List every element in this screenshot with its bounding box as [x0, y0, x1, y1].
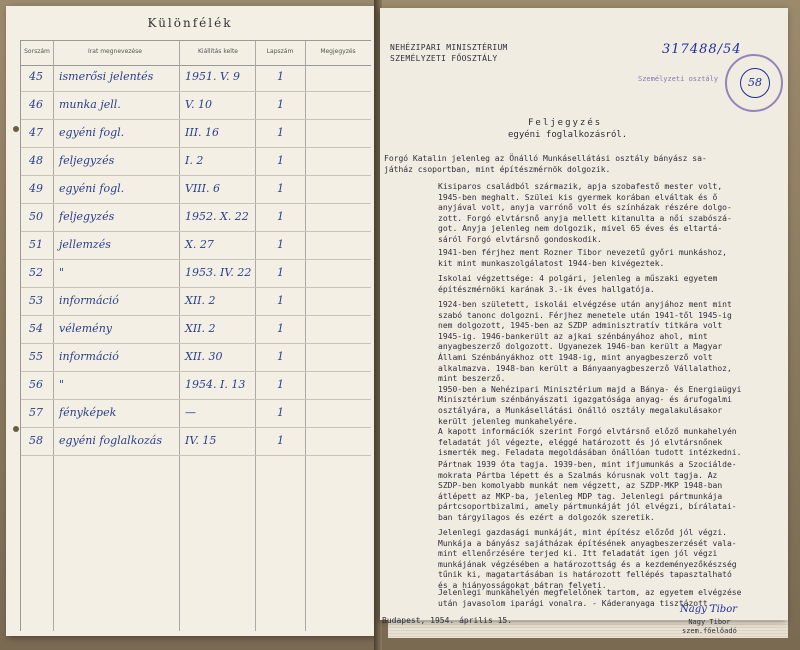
ledger-row	[21, 289, 371, 316]
paragraph-party: Pártnak 1939 óta tagja. 1939-ben, mint ifjumunkás a Szociálde- mokrata Pártba lépett és a Szalmás kórusnak volt tagja. Az SZDP-ben komolyabb munkát nem végzett, az SZDP-MKP 1948-ban átlépett az MKP-ba, jelenleg MDP tag. Jelenlegi pártmunkája pártcsoportbizalmi, amely pártmunkáját jól elvégzi, bírálatai- ban tárgyilagos és ezért a dolgozók szeretik.	[438, 460, 737, 522]
issue-date: 1951. V. 9	[185, 70, 240, 83]
ledger-row	[21, 65, 371, 92]
row-number: 48	[29, 154, 43, 167]
ledger-row	[21, 373, 371, 400]
page-count: 1	[277, 350, 284, 363]
ministry-line: NEHÉZIPARI MINISZTÉRIUM	[390, 43, 508, 52]
issue-date: 1953. IV. 22	[185, 266, 252, 279]
row-number: 53	[29, 294, 43, 307]
ledger-table	[20, 40, 371, 631]
header-no: Sorszám	[24, 48, 50, 55]
document-name: "	[59, 266, 65, 279]
header-remarks: Megjegyzés	[320, 48, 356, 55]
ledger-row	[21, 121, 371, 148]
document-name: feljegyzés	[59, 210, 115, 223]
city-date: Budapest, 1954. április 15.	[382, 616, 513, 625]
row-number: 46	[29, 98, 43, 111]
row-number: 50	[29, 210, 43, 223]
punch-hole	[13, 426, 19, 432]
ledger-row	[21, 401, 371, 428]
punch-hole	[13, 126, 19, 132]
document-name: jellemzés	[59, 238, 111, 251]
page-count: 1	[277, 294, 284, 307]
page-count: 1	[277, 154, 284, 167]
document-name: "	[59, 378, 65, 391]
issue-date: 1954. I. 13	[185, 378, 246, 391]
issue-date: I. 2	[185, 154, 204, 167]
page-count: 1	[277, 266, 284, 279]
ledger-row	[21, 205, 371, 232]
stamp-text: Személyzeti osztály	[638, 75, 719, 83]
paragraph-career: 1924-ben született, iskolái elvégzése után anyjához ment mint szabó tanonc dolgozni. Férjhez menetele után 1941-től 1945-ig nem dolgozott, 1945-ben az SZDP adminisztratív titkára volt 1945-ig. 1946-bankerült az ajkai szénbányához ahol, mint anyagbeszerző dolgozott. Ugyanezek 1946-ban került a Magyar Állami Szénbányákhoz ott 1948-ig, mint anyagbeszerző volt alkalmazva. 1948-ban került a Bányaanyagbeszerző Vállalathoz, mint beszerző. 1950-ben a Nehézipari Minisztérium majd a Bánya- és Energiaügyi Minisztérium szénbányászati igazgatósága anyag- és árufogalmi osztályára, a Munkásellátási önálló osztály megalakulásakor került jelenleg munkahelyére. A kapott információk szerint Forgó elvtársnő előző munkahelyén feladatát jól végezte, eléggé határozott és jó elvtársnőnek ismerték meg. Feladata megoldásában önállóan tudott intézkedni.	[438, 300, 742, 458]
issue-date: —	[185, 406, 196, 419]
document-name: ismerősi jelentés	[59, 70, 154, 83]
paragraph-work: Jelenlegi gazdasági munkáját, mint építész előződ jól végzi. Munkája a bányász sajátházak építésének anyagbeszerzését vala- mint ellenőrzésére terjed ki. Itt feladatát igen jól végzi munkájának végzésében a határozottság és a kezdeményezőkészség tűnik ki, magatartásában is határozott fellépés tapasztalható és a hiányosságokat bátran felveti.	[438, 528, 737, 590]
issue-date: XII. 30	[185, 350, 223, 363]
paragraph-education: Iskolai végzettsége: 4 polgári, jelenleg a műszaki egyetem építészmérnöki karának 3.-ik éves hallgatója.	[438, 274, 718, 294]
signer-title: szem.főelőadó	[682, 627, 737, 635]
issue-date: XII. 2	[185, 322, 216, 335]
row-number: 55	[29, 350, 43, 363]
page-count: 1	[277, 406, 284, 419]
page-count: 1	[277, 182, 284, 195]
ledger-page	[6, 6, 374, 636]
document-name: munka jell.	[59, 98, 121, 111]
document-name: információ	[59, 294, 119, 307]
row-number: 49	[29, 182, 43, 195]
issue-date: V. 10	[185, 98, 213, 111]
page-count: 1	[277, 238, 284, 251]
department-line: SZEMÉLYZETI FŐOSZTÁLY	[390, 54, 498, 63]
ledger-row	[21, 93, 371, 120]
issue-date: IV. 15	[185, 434, 217, 447]
page-count: 1	[277, 378, 284, 391]
document-name: fényképek	[59, 406, 117, 419]
ledger-row	[21, 345, 371, 372]
ledger-row	[21, 429, 371, 456]
page-count: 1	[277, 210, 284, 223]
issue-date: VIII. 6	[185, 182, 220, 195]
document-name: vélemény	[59, 322, 112, 335]
document-title: Feljegyzés	[528, 118, 603, 128]
header-name: Irat megnevezése	[88, 48, 142, 55]
issue-date: 1952. X. 22	[185, 210, 249, 223]
issue-date: III. 16	[185, 126, 220, 139]
ledger-row	[21, 149, 371, 176]
paragraph-conclusion: Jelenlegi munkahelyén megfelelőnek tartom, az egyetem elvégzése után javasolom iparági vonalra. - Káderanyaga tisztázott.	[438, 588, 742, 608]
ledger-row	[21, 233, 371, 260]
page-count: 1	[277, 98, 284, 111]
row-number: 52	[29, 266, 43, 279]
typed-document	[380, 8, 788, 620]
row-number: 56	[29, 378, 43, 391]
signer-name: Nagy Tibor	[688, 618, 731, 626]
ledger-row	[21, 261, 371, 288]
issue-date: X. 27	[185, 238, 214, 251]
signature: Nagy Tibor	[680, 604, 738, 615]
ledger-header-row	[21, 41, 371, 66]
ministry-header	[390, 42, 508, 64]
row-number: 51	[29, 238, 43, 251]
page-count: 1	[277, 434, 284, 447]
row-number: 58	[29, 434, 43, 447]
document-name: egyéni fogl.	[59, 126, 125, 139]
document-name: egyéni foglalkozás	[59, 434, 162, 447]
page-count: 1	[277, 322, 284, 335]
document-name: információ	[59, 350, 119, 363]
header-pages: Lapszám	[266, 48, 294, 55]
row-number: 45	[29, 70, 43, 83]
paragraph-marriage: 1941-ben férjhez ment Rozner Tibor nevezetű győri munkáshoz, kit mint munkaszolgálatost 1944-ben kivégeztek.	[438, 248, 727, 268]
document-subtitle: egyéni foglalkozásról.	[508, 130, 628, 140]
page-count: 1	[277, 70, 284, 83]
ledger-row	[21, 177, 371, 204]
signer-block	[682, 618, 737, 636]
row-number: 54	[29, 322, 43, 335]
folio-number: 58	[740, 68, 770, 98]
paragraph-intro: Forgó Katalin jelenleg az Önálló Munkásellátási osztály bányász sa- játház csoportban, mint építészmérnök dolgozik.	[384, 154, 707, 174]
header-date: Kiállítás kelte	[197, 48, 238, 55]
paragraph-family: Kisiparos családból származik, apja szobafestő mester volt, 1945-ben meghalt. Szülei kis gyermek korában elváltak és ő anyjával volt, anyja varrónő volt és színházak részére dolgo- zott. Forgó elvtársnő anyja mellett kitanulta a női szabószá- got. Anyja jelenleg nem dolgozik, mivel 65 éves és eltartá- sáról Forgó elvtársnő gondoskodik.	[438, 182, 732, 244]
page-count: 1	[277, 126, 284, 139]
issue-date: XII. 2	[185, 294, 216, 307]
document-name: egyéni fogl.	[59, 182, 125, 195]
row-number: 47	[29, 126, 43, 139]
ledger-row	[21, 317, 371, 344]
document-name: feljegyzés	[59, 154, 115, 167]
row-number: 57	[29, 406, 43, 419]
registration-number: 317488/54	[662, 42, 742, 57]
ledger-title: Különfélék	[147, 16, 233, 30]
